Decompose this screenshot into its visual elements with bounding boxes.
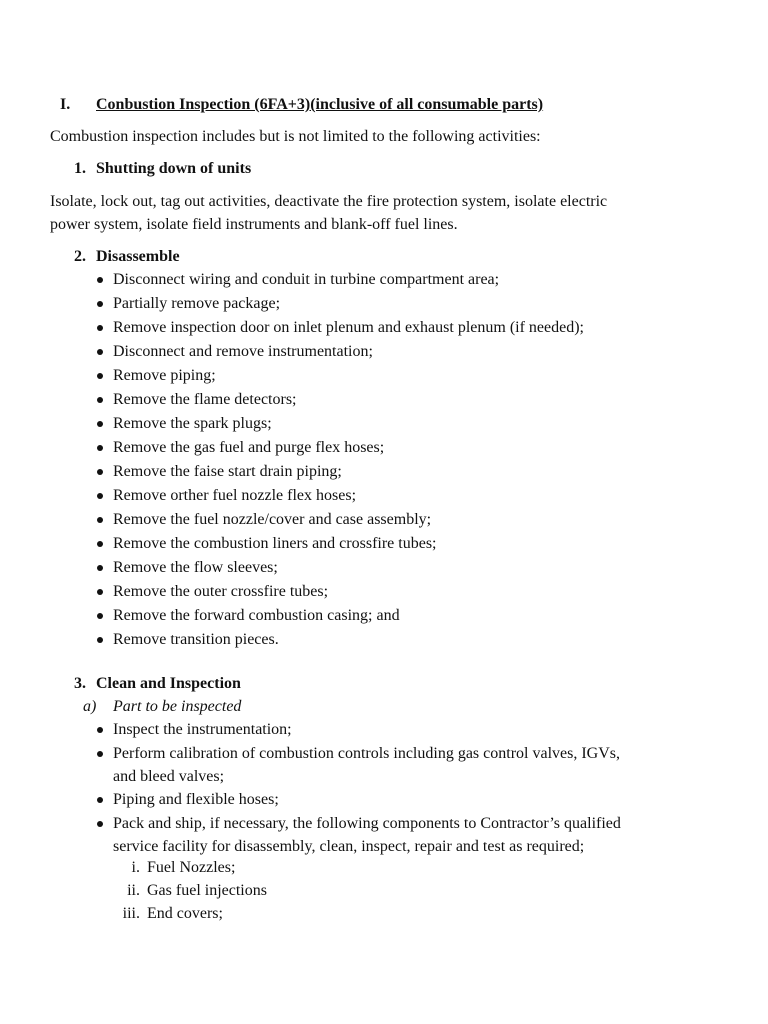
step2-list-item: Partially remove package; — [113, 295, 281, 312]
step2-list-item: Remove the faise start drain piping; — [113, 463, 342, 480]
step2-list-item: Remove the combustion liners and crossfire tubes; — [113, 535, 437, 552]
bullet-icon — [97, 613, 103, 619]
step2-list-item: Remove the flame detectors; — [113, 391, 297, 408]
step2-number: 2. — [74, 248, 86, 265]
bullet-icon — [97, 821, 103, 827]
bullet-icon — [97, 541, 103, 547]
step2-list-item: Remove the spark plugs; — [113, 415, 272, 432]
bullet-icon — [97, 727, 103, 733]
step3-sub-letter: a) — [83, 698, 97, 715]
step3-title: Clean and Inspection — [96, 675, 241, 692]
step1-title: Shutting down of units — [96, 160, 252, 177]
bullet-icon — [97, 421, 103, 427]
step2-list-item: Disconnect wiring and conduit in turbine compartment area; — [113, 271, 500, 288]
roman-numeral: ii. — [127, 882, 140, 899]
step3-list-item: Inspect the instrumentation; — [113, 721, 292, 738]
step2-list-item: Remove the outer crossfire tubes; — [113, 583, 329, 600]
bullet-icon — [97, 469, 103, 475]
step2-list-item: Remove inspection door on inlet plenum and exhaust plenum (if needed); — [113, 319, 584, 336]
step2-list-item: Remove the fuel nozzle/cover and case assembly; — [113, 511, 432, 528]
roman-numeral: iii. — [122, 905, 140, 922]
bullet-icon — [97, 445, 103, 451]
step3-list-item: Piping and flexible hoses; — [113, 791, 279, 808]
step3-sub-title: Part to be inspected — [113, 698, 242, 715]
bullet-icon — [97, 637, 103, 643]
bullet-icon — [97, 797, 103, 803]
roman-item-text: Fuel Nozzles; — [147, 859, 236, 876]
bullet-icon — [97, 397, 103, 403]
step2-list-item: Remove piping; — [113, 367, 216, 384]
step1-paragraph-line: power system, isolate field instruments and blank-off fuel lines. — [50, 216, 458, 233]
section-numeral: I. — [60, 96, 71, 113]
step2-list-item: Remove the gas fuel and purge flex hoses; — [113, 439, 385, 456]
step2-list-item: Remove the flow sleeves; — [113, 559, 278, 576]
step3-number: 3. — [74, 675, 86, 692]
step2-list-item: Remove transition pieces. — [113, 631, 279, 648]
step2-list-item: Disconnect and remove instrumentation; — [113, 343, 373, 360]
section-title: Conbustion Inspection (6FA+3)(inclusive of all consumable parts) — [96, 96, 544, 113]
roman-item-text: End covers; — [147, 905, 223, 922]
bullet-icon — [97, 751, 103, 757]
intro-text: Combustion inspection includes but is not limited to the following activities: — [50, 128, 541, 145]
bullet-icon — [97, 589, 103, 595]
step2-title: Disassemble — [96, 248, 180, 265]
step3-list-item-continuation: service facility for disassembly, clean, inspect, repair and test as required; — [113, 838, 585, 855]
step1-number: 1. — [74, 160, 86, 177]
bullet-icon — [97, 277, 103, 283]
step3-list-item: Pack and ship, if necessary, the following components to Contractor’s qualified — [113, 815, 621, 832]
bullet-icon — [97, 493, 103, 499]
step2-list-item: Remove orther fuel nozzle flex hoses; — [113, 487, 357, 504]
roman-numeral: i. — [131, 859, 140, 876]
bullet-icon — [97, 373, 103, 379]
bullet-icon — [97, 349, 103, 355]
step3-list-item: Perform calibration of combustion controls including gas control valves, IGVs, — [113, 745, 621, 762]
bullet-icon — [97, 517, 103, 523]
step1-paragraph-line: Isolate, lock out, tag out activities, deactivate the fire protection system, isolate electric — [50, 193, 608, 210]
step2-list-item: Remove the forward combustion casing; and — [113, 607, 400, 624]
roman-item-text: Gas fuel injections — [147, 882, 267, 899]
step3-list-item-continuation: and bleed valves; — [113, 768, 225, 785]
bullet-icon — [97, 565, 103, 571]
bullet-icon — [97, 301, 103, 307]
bullet-icon — [97, 325, 103, 331]
